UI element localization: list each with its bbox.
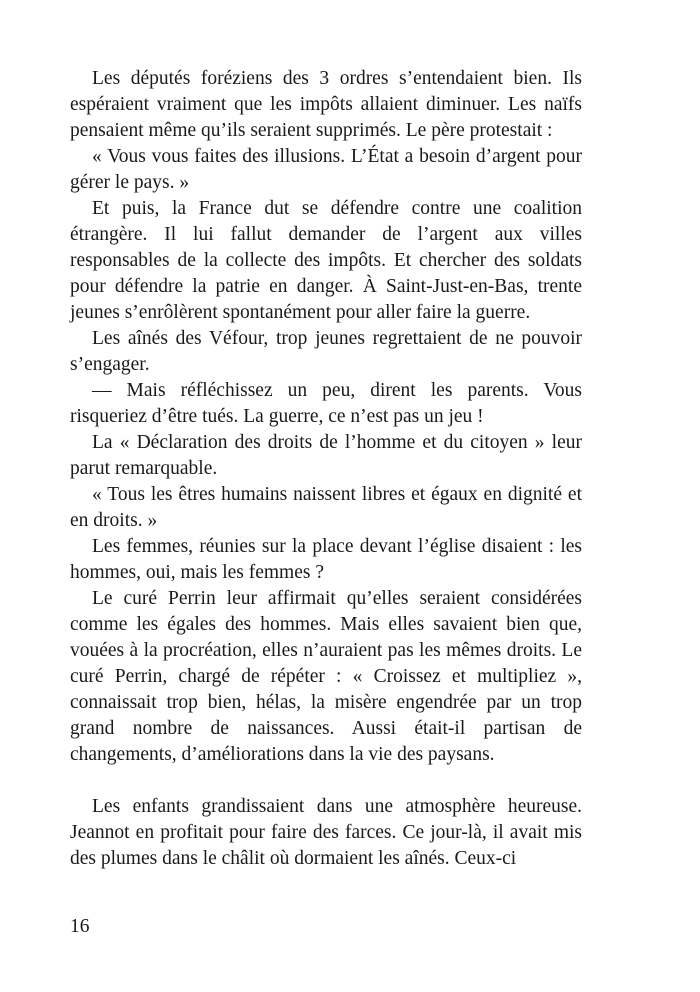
paragraph-deputes: Les députés foréziens des 3 ordres s’entendaient bien. Ils espéraient vraiment que les impôts allaient diminuer. Les naïfs pensaient même qu’ils seraient supprimés. Le père protestait :	[70, 68, 582, 141]
paragraph-parents-dialogue: — Mais réfléchissez un peu, dirent les parents. Vous risqueriez d’être tués. La guerre, ce n’est pas un jeu !	[70, 380, 582, 427]
paragraph-declaration-quote: « Tous les êtres humains naissent libres et égaux en dignité et en droits. »	[70, 484, 582, 531]
paragraph-femmes: Les femmes, réunies sur la place devant l’église disaient : les hommes, oui, mais les femmes ?	[70, 536, 582, 583]
paragraph-enfants: Les enfants grandissaient dans une atmosphère heureuse. Jeannot en profitait pour faire des farces. Ce jour-là, il avait mis des plumes dans le châlit où dormaient les aînés. Ceux-ci	[70, 796, 582, 869]
paragraph-cure-perrin: Le curé Perrin leur affirmait qu’elles seraient considérées comme les égales des hommes. Mais elles savaient bien que, vouées à la procréation, elles n’auraient pas les mêmes droits. Le curé Perrin, chargé de répéter : « Croissez et multipliez », connaissait trop bien, hélas, la misère engendrée par un trop grand nombre de naissances. Aussi était-il partisan de changements, d’améliorations dans la vie des paysans.	[70, 588, 582, 765]
body-text	[70, 66, 582, 872]
paragraph-coalition: Et puis, la France dut se défendre contre une coalition étrangère. Il lui fallut demander de l’argent aux villes responsables de la collecte des impôts. Et chercher des soldats pour défendre la patrie en danger. À Saint-Just-en-Bas, trente jeunes s’enrôlèrent spontanément pour aller faire la guerre.	[70, 198, 582, 323]
page-number: 16	[70, 916, 90, 937]
paragraph-declaration: La « Déclaration des droits de l’homme et du citoyen » leur parut remarquable.	[70, 432, 582, 479]
paragraph-aines: Les aînés des Véfour, trop jeunes regrettaient de ne pouvoir s’engager.	[70, 328, 582, 375]
paragraph-pere-quote: « Vous vous faites des illusions. L’État a besoin d’argent pour gérer le pays. »	[70, 146, 582, 193]
